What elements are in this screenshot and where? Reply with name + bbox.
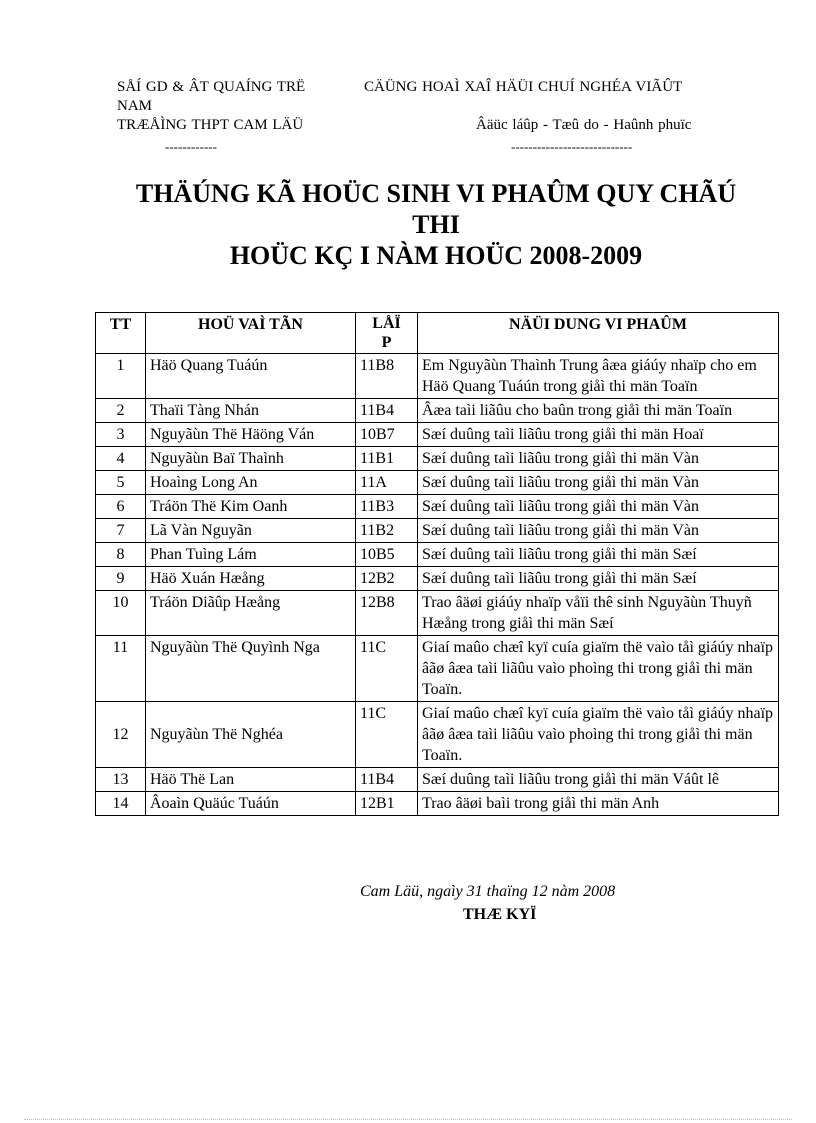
- table-row: [96, 702, 779, 768]
- row-name: Hoaìng Long An: [146, 471, 356, 495]
- row-name: Lã Vàn Nguyãn: [146, 519, 356, 543]
- row-class: 12B8: [356, 591, 418, 636]
- row-tt: 1: [96, 354, 146, 399]
- signature-place-date: Cam Läü, ngaìy 31 thaïng 12 nàm 2008: [360, 883, 616, 900]
- row-class: 11B4: [356, 768, 418, 792]
- row-content: Âæa taìi liãûu cho baûn trong giåì thi män Toaïn: [418, 399, 779, 423]
- school-name: TRÆÅÌNG THPT CAM LÄÜ: [117, 117, 304, 133]
- row-class: 12B1: [356, 792, 418, 816]
- row-name: Phan Tuìng Lám: [146, 543, 356, 567]
- row-tt: 13: [96, 768, 146, 792]
- row-class: 11B2: [356, 519, 418, 543]
- row-name: Thaïi Tàng Nhán: [146, 399, 356, 423]
- row-class: 11B1: [356, 447, 418, 471]
- row-name: Häö Thë Lan: [146, 768, 356, 792]
- row-class: 11C: [356, 636, 418, 702]
- document-title: [96, 178, 776, 271]
- col-header-class: LÅÏ P: [356, 313, 418, 354]
- table-row: [96, 495, 779, 519]
- table-row: [96, 354, 779, 399]
- row-content: Sæí duûng taìi liãûu trong giåì thi män Vàn: [418, 447, 779, 471]
- row-content: Sæí duûng taìi liãûu trong giåì thi män Váût lê: [418, 768, 779, 792]
- col-header-content: NÄÜI DUNG VI PHAÛM: [418, 313, 779, 354]
- republic-name: CÄÜNG HOAÌ XAÎ HÄÜI CHUÍ NGHÉA VIÃÛT: [364, 79, 683, 95]
- page-bottom-edge: [24, 1119, 792, 1120]
- table-row: [96, 792, 779, 816]
- department-name-cont: NAM: [117, 98, 153, 114]
- row-content: Trao âäøi giáúy nhaïp våïi thê sinh Nguyãùn Thuyñ Hæång trong giåì thi män Sæí: [418, 591, 779, 636]
- signature-role: THÆ KYÏ: [463, 906, 537, 923]
- row-class: 11B8: [356, 354, 418, 399]
- row-class: 12B2: [356, 567, 418, 591]
- row-class: 11B3: [356, 495, 418, 519]
- table-row: [96, 519, 779, 543]
- row-tt: 10: [96, 591, 146, 636]
- row-content: Sæí duûng taìi liãûu trong giåì thi män Vàn: [418, 519, 779, 543]
- school-divider: ------------: [165, 139, 217, 154]
- title-line-2: THI: [412, 210, 460, 239]
- table-row: [96, 768, 779, 792]
- row-content: Sæí duûng taìi liãûu trong giåì thi män Vàn: [418, 471, 779, 495]
- row-class: 11C: [356, 702, 418, 768]
- row-name: Nguyãùn Thë Nghéa: [146, 702, 356, 768]
- row-tt: 3: [96, 423, 146, 447]
- row-tt: 4: [96, 447, 146, 471]
- table-row: [96, 636, 779, 702]
- table-row: [96, 591, 779, 636]
- col-header-name: HOÜ VAÌ TÃN: [146, 313, 356, 354]
- row-content: Giaí maûo chæî kyï cuía giaïm thë vaìo tåì giáúy nhaïp âãø âæa taìi liãûu vaìo phoìng thi trong giåì thi män Toaïn.: [418, 702, 779, 768]
- table-row: [96, 471, 779, 495]
- row-class: 11B4: [356, 399, 418, 423]
- table-row: [96, 399, 779, 423]
- row-tt: 2: [96, 399, 146, 423]
- table-row: [96, 543, 779, 567]
- row-name: Nguyãùn Thë Quyình Nga: [146, 636, 356, 702]
- title-line-1: THÄÚNG KÃ HOÜC SINH VI PHAÛM QUY CHÃÚ: [135, 179, 737, 208]
- title-line-3: HOÜC KÇ I NÀM HOÜC 2008-2009: [229, 241, 643, 270]
- row-name: Nguyãùn Baï Thaình: [146, 447, 356, 471]
- row-content: Sæí duûng taìi liãûu trong giåì thi män Sæí: [418, 567, 779, 591]
- row-name: Nguyãùn Thë Häöng Ván: [146, 423, 356, 447]
- row-content: Giaí maûo chæî kyï cuía giaïm thë vaìo tåì giáúy nhaïp âãø âæa taìi liãûu vaìo phoìng thi trong giåì thi män Toaïn.: [418, 636, 779, 702]
- row-name: Häö Quang Tuáún: [146, 354, 356, 399]
- row-tt: 7: [96, 519, 146, 543]
- row-tt: 11: [96, 636, 146, 702]
- row-tt: 6: [96, 495, 146, 519]
- violations-table: [95, 312, 779, 816]
- row-tt: 9: [96, 567, 146, 591]
- department-name: SÅÍ GD & ÂT QUAÍNG TRË: [117, 79, 306, 95]
- col-header-tt: TT: [96, 313, 146, 354]
- national-motto: Âäüc láûp - Tæû do - Haûnh phuïc: [476, 117, 692, 133]
- row-content: Sæí duûng taìi liãûu trong giåì thi män Sæí: [418, 543, 779, 567]
- row-content: Trao âäøi baìi trong giåì thi män Anh: [418, 792, 779, 816]
- table-header-row: [96, 313, 779, 354]
- table-row: [96, 423, 779, 447]
- row-name: Tráön Thë Kim Oanh: [146, 495, 356, 519]
- row-class: 10B7: [356, 423, 418, 447]
- row-name: Häö Xuán Hæång: [146, 567, 356, 591]
- row-class: 11A: [356, 471, 418, 495]
- row-class: 10B5: [356, 543, 418, 567]
- table-row: [96, 567, 779, 591]
- row-tt: 8: [96, 543, 146, 567]
- row-tt: 14: [96, 792, 146, 816]
- table-row: [96, 447, 779, 471]
- violations-table-body: [96, 354, 779, 816]
- row-content: Sæí duûng taìi liãûu trong giåì thi män Hoaï: [418, 423, 779, 447]
- row-name: Tráön Diãûp Hæång: [146, 591, 356, 636]
- row-tt: 5: [96, 471, 146, 495]
- row-name: Âoaìn Quäúc Tuáún: [146, 792, 356, 816]
- row-content: Em Nguyãùn Thaình Trung âæa giáúy nhaïp cho em Häö Quang Tuáún trong giåì thi män Toaïn: [418, 354, 779, 399]
- motto-divider: ----------------------------: [511, 139, 633, 154]
- row-tt: 12: [96, 702, 146, 768]
- row-content: Sæí duûng taìi liãûu trong giåì thi män Vàn: [418, 495, 779, 519]
